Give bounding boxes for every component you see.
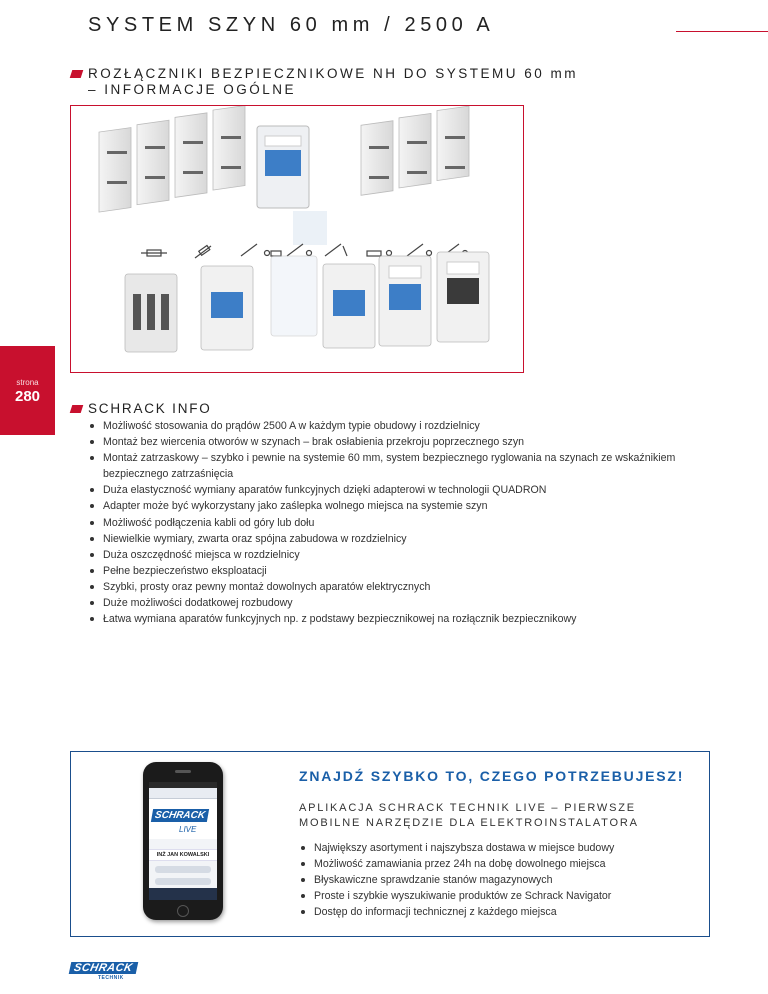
phone-illustration xyxy=(143,762,223,920)
page-number-tab xyxy=(0,346,55,435)
phone-screen xyxy=(149,782,217,900)
info-heading: SCHRACK INFO xyxy=(88,401,212,416)
list-item: Montaż bez wiercenia otworów w szynach – brak osłabienia przekroju poprzecznego szyn xyxy=(88,434,728,450)
list-item: Szybki, prosty oraz pewny montaż dowolnych aparatów elektrycznych xyxy=(88,579,728,595)
phone-app-bar xyxy=(149,788,217,799)
promo-title: ZNAJDŹ SZYBKO TO, CZEGO POTRZEBUJESZ! xyxy=(299,768,685,784)
phone-user-name: INŻ JAN KOWALSKI xyxy=(149,849,217,861)
section-heading-line2: – INFORMACJE OGÓLNE xyxy=(88,82,297,97)
promo-subtitle-line2: MOBILNE NARZĘDZIE DLA ELEKTROINSTALATORA xyxy=(299,817,639,829)
phone-logo-area xyxy=(149,799,217,839)
list-item: Możliwość podłączenia kabli od góry lub dołu xyxy=(88,515,728,531)
list-item: Pełne bezpieczeństwo eksploatacji xyxy=(88,563,728,579)
page-number-label: strona xyxy=(16,378,39,387)
info-marker xyxy=(70,405,84,413)
list-item: Łatwa wymiana aparatów funkcyjnych np. z podstawy bezpiecznikowej na rozłącznik bezpiecznikowy xyxy=(88,611,728,627)
phone-speaker xyxy=(175,770,191,773)
phone-menu-row xyxy=(155,866,211,873)
schrack-logo-text: SCHRACK xyxy=(69,962,138,974)
phone-app-logo-sub: LIVE xyxy=(179,825,197,834)
list-item: Błyskawiczne sprawdzanie stanów magazynowych xyxy=(299,872,614,888)
phone-app-logo: SCHRACK xyxy=(151,809,209,822)
list-item: Duża elastyczność wymiany aparatów funkcyjnych dzięki adapterowi w technologii QUADRON xyxy=(88,482,728,498)
promo-list xyxy=(299,840,614,920)
list-item: Niewielkie wymiary, zwarta oraz spójna zabudowa w rozdzielnicy xyxy=(88,531,728,547)
phone-home-button xyxy=(177,905,189,917)
list-item: Proste i szybkie wyszukiwanie produktów ze Schrack Navigator xyxy=(299,888,614,904)
list-item: Duża oszczędność miejsca w rozdzielnicy xyxy=(88,547,728,563)
page-number: 280 xyxy=(14,388,41,405)
section-marker xyxy=(70,70,84,78)
product-illustration xyxy=(71,106,523,372)
info-list xyxy=(88,418,728,627)
list-item: Możliwość zamawiania przez 24h na dobę dowolnego miejsca xyxy=(299,856,614,872)
promo-subtitle xyxy=(299,801,639,831)
header-rule xyxy=(676,31,768,32)
schrack-logo-subtext: TECHNIK xyxy=(98,975,124,981)
list-item: Duże możliwości dodatkowej rozbudowy xyxy=(88,595,728,611)
phone-menu-row xyxy=(155,878,211,885)
list-item: Największy asortyment i najszybsza dostawa w miejsce budowy xyxy=(299,840,614,856)
product-photo xyxy=(70,105,524,373)
list-item: Możliwość stosowania do prądów 2500 A w każdym typie obudowy i rozdzielnicy xyxy=(88,418,728,434)
phone-tab-bar xyxy=(149,888,217,900)
list-item: Adapter może być wykorzystany jako zaślepka wolnego miejsca na systemie szyn xyxy=(88,498,728,514)
list-item: Dostęp do informacji technicznej z każdego miejsca xyxy=(299,904,614,920)
schrack-logo xyxy=(70,962,136,980)
list-item: Montaż zatrzaskowy – szybko i pewnie na systemie 60 mm, system bezpiecznego ryglowania na szynach ze wskaźnikiem bezpiecznego zatrzaśnięcia xyxy=(88,450,728,482)
promo-subtitle-line1: APLIKACJA SCHRACK TECHNIK LIVE – PIERWSZE xyxy=(299,802,636,814)
section-heading xyxy=(88,66,728,98)
section-heading-line1: ROZŁĄCZNIKI BEZPIECZNIKOWE NH DO SYSTEMU 60 mm xyxy=(88,66,579,81)
page-header-title: SYSTEM SZYN 60 mm / 2500 A xyxy=(88,14,495,36)
